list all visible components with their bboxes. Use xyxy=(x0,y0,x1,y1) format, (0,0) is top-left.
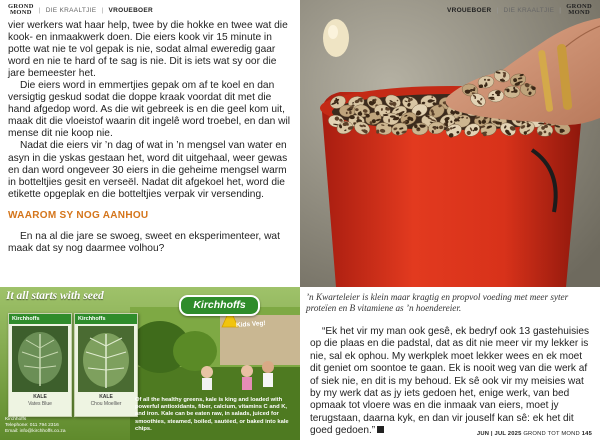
article-paragraph: vier werkers wat haar help, twee by die hokke en twee wat die kook- en inmaakwerk doen. Die eiers kook vir 15 minute in potte wat nie te vol gepak is nie, sodat almal eweredig gaar word en nie te hard of te sag is nie. Dit is iets wat sy oor die jare bemeester het. xyxy=(8,20,288,80)
footer-date: JUN | JUL 2025 xyxy=(476,431,522,437)
packet-brand: Kirchhoffs xyxy=(75,314,137,324)
end-of-article-icon xyxy=(377,426,384,433)
seed-packet-chou-moellier xyxy=(74,313,138,417)
header-separator: | xyxy=(559,6,562,14)
logo-line1: GROND xyxy=(8,3,34,10)
article-paragraph: En na al die jare se swoeg, sweet en eksperimenteer, wat maak dat sy nog daarmee volhou? xyxy=(8,230,280,254)
quail-eggs-photo xyxy=(300,0,600,287)
header-separator: | xyxy=(101,6,104,14)
footer-publication: GROND TOT MOND xyxy=(523,431,580,437)
header-section-kraaltjie: DIE KRAALTJIE xyxy=(45,6,97,14)
packet-variety: Vates Blue xyxy=(28,401,52,407)
packet-variety: Chou Moellier xyxy=(90,401,122,407)
header-separator: | xyxy=(496,6,499,14)
ad-contact-details xyxy=(5,417,66,435)
left-page xyxy=(0,0,300,287)
article-subheading: WAAROM SY NOG AANHOU xyxy=(8,209,149,221)
packet-name: KALE xyxy=(99,394,113,400)
logo-line2: MOND xyxy=(9,9,32,16)
article-paragraph: Nadat die eiers vir ’n dag of wat in ’n mengsel van water en asyn in die yskas gestaan het, word dit uitgehaal, weer gewas en dan word ongeveer 30 eiers in die geheime mengsel warm in botteltjies gesit en verseël. Nadat dit afgekoel het, word die etikette opgeplak en die botteltjies verpak vir versending. xyxy=(8,140,288,200)
header-section-kraaltjie: DIE KRAALTJIE xyxy=(503,6,555,14)
page-number: 145 xyxy=(581,431,592,437)
quail-eggs-illustration xyxy=(300,0,600,287)
header-section-vroueboer: VROUEBOER xyxy=(108,6,154,14)
magazine-logo xyxy=(8,4,34,16)
logo-line2: MOND xyxy=(568,9,591,16)
kirchhoffs-advert xyxy=(0,287,300,440)
page-header-left xyxy=(8,3,153,17)
closing-quote xyxy=(310,326,593,438)
logo-line1: GROND xyxy=(566,3,592,10)
page-header-right xyxy=(447,3,592,17)
magazine-logo xyxy=(566,4,592,16)
header-section-vroueboer: VROUEBOER xyxy=(446,6,492,14)
kids-veg-label: Kids Veg! xyxy=(235,319,266,330)
seed-packet-vates-blue xyxy=(8,313,72,417)
photo-caption: ’n Kwarteleier is klein maar kragtig en propvol voeding met meer syter proteïen en B vitamiene as ’n hoendereier. xyxy=(306,292,569,313)
contact-phone: Telephone: 011 794 2316 xyxy=(5,423,59,428)
kirchhoffs-logo: Kirchhoffs xyxy=(179,295,260,316)
kale-leaf-icon xyxy=(78,326,134,392)
page-footer xyxy=(477,431,592,437)
quote-text: “Ek het vir my man ook gesê, ek bedryf ook 13 gastehuisies op die plaas en die padstal, dat as dit nie meer vir my lekker is nie, sal ek ophou. My werkplek moet lekker wees en ek moet dit geniet om soontoe te gaan. Ek is nooit weg van die werk af of siek nie, en dit is my behoud. Ek sê ook vir my meisies wat by my werk dat as jy iets gedoen het, enige werk, van bed opmaak tot vloere was en die inmaak van eiers, moet jy terugstaan, daarna kyk, en dan vir jouself kan sê: ek het dit goed gedoen.” xyxy=(310,326,590,437)
ad-body-copy: Of all the healthy greens, kale is king and loaded with powerful antioxidants, fiber, calcium, vitamins C and K, and iron. Kale can be eaten raw, in salads, juiced for smoothies, steamed, boiled, sautéed, or baked into kale chips. xyxy=(135,397,289,432)
kale-leaf-icon xyxy=(12,326,68,392)
ad-tagline: It all starts with seed xyxy=(6,290,104,302)
article-body xyxy=(8,20,292,255)
packet-brand: Kirchhoffs xyxy=(9,314,71,324)
contact-email: Email: info@kirchhoffs.co.za xyxy=(5,429,66,434)
contact-company: Kirchhoffs xyxy=(5,417,27,422)
header-separator: | xyxy=(38,6,41,14)
article-paragraph: Die eiers word in emmertjies gepak om af te koel en dan versigtig geskud sodat die doppe kraak voordat dit met die hand afgedop word. As die wit gebreek is en die geel kom uit, maak dit die vloeistof waarin dit ingelê word troebel, en dan wil mense dit nie koop nie. xyxy=(8,80,291,140)
packet-name: KALE xyxy=(33,394,47,400)
